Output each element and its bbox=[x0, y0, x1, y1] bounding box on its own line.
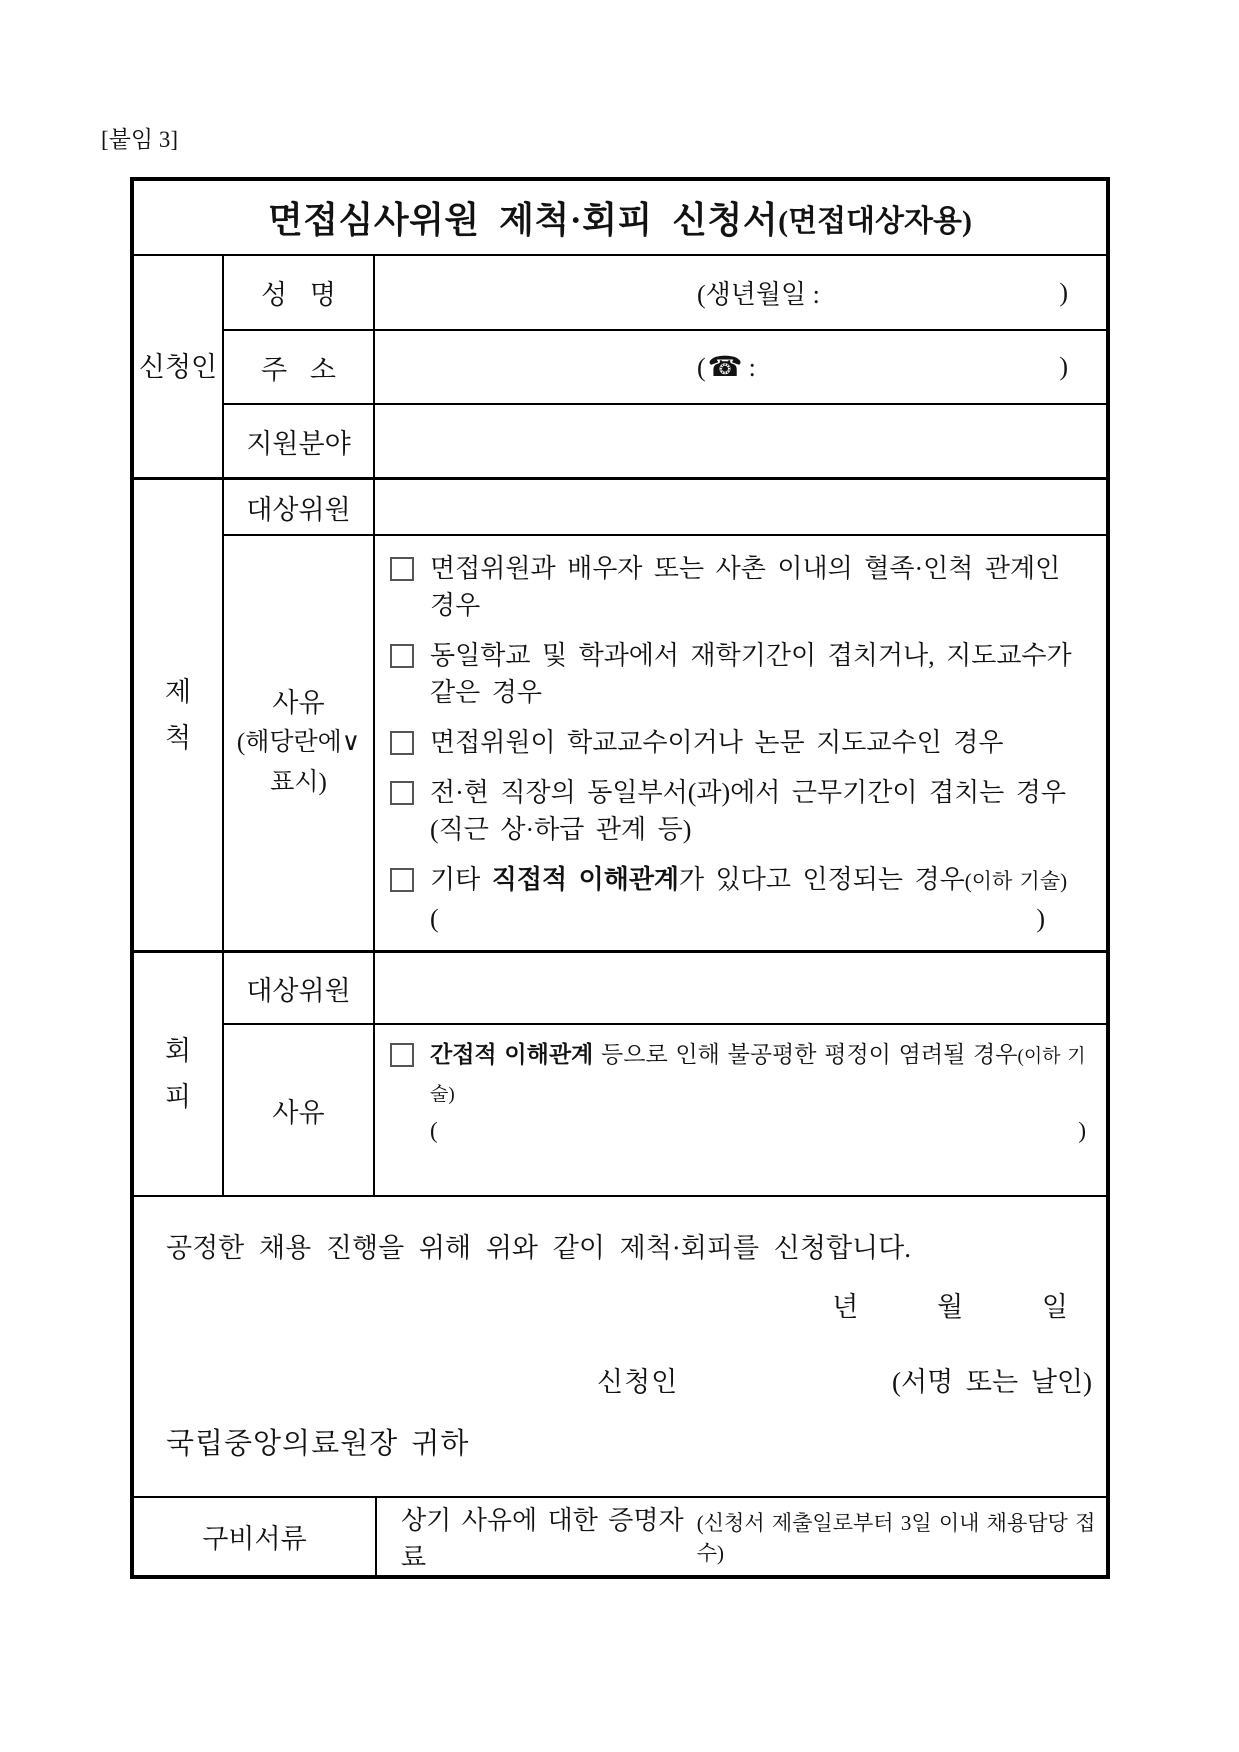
recusal-target-row bbox=[224, 953, 1106, 1025]
recusal-reason-row bbox=[224, 1025, 1106, 1195]
signer-label: 신청인 bbox=[597, 1367, 679, 1397]
blank-paren-close: ) bbox=[1078, 1118, 1086, 1143]
signature-note: (서명 또는 날인) bbox=[892, 1367, 1092, 1397]
name-row bbox=[224, 256, 1106, 331]
date-day-label: 일 bbox=[1041, 1292, 1068, 1322]
form-title-suffix: (면접대상자용) bbox=[778, 204, 972, 238]
checkbox-icon bbox=[390, 781, 414, 805]
date-line bbox=[832, 1285, 1068, 1324]
form-title-row bbox=[134, 181, 1106, 256]
blank-paren-open: ( bbox=[430, 1118, 438, 1143]
attachment-label: [붙임 3] bbox=[101, 127, 179, 152]
blank-paren-open: ( bbox=[430, 904, 439, 933]
checkbox-icon bbox=[390, 1043, 414, 1067]
exclusion-target-cell bbox=[375, 480, 1106, 534]
exclusion-item-5-pre: 기타 bbox=[430, 865, 492, 894]
reason-label-line1: 사유 bbox=[272, 688, 325, 718]
recusal-rows bbox=[224, 953, 1106, 1195]
exclusion-section bbox=[134, 480, 1106, 953]
exclusion-item-5-text bbox=[430, 861, 1088, 937]
exclusion-blank-line bbox=[430, 900, 1045, 937]
checkbox-icon bbox=[390, 868, 414, 892]
recusal-target-cell bbox=[375, 953, 1106, 1023]
checkbox-icon bbox=[390, 557, 414, 581]
exclusion-item-2-line1: 동일학교 및 학과에서 재학기간이 겹치거나, 지도교수가 bbox=[430, 641, 1072, 670]
exclusion-item-1-text: 면접위원과 배우자 또는 사촌 이내의 혈족·인척 관계인 경우 bbox=[430, 554, 1061, 620]
recusal-item-small: (이하 기술) bbox=[430, 1046, 1086, 1105]
exclusion-item-3-text: 면접위원이 학교교수이거나 논문 지도교수인 경우 bbox=[430, 728, 1004, 757]
exclusion-item-3 bbox=[390, 724, 1088, 761]
recusal-item-bold: 간접적 이해관계 bbox=[430, 1042, 594, 1067]
phone-note bbox=[697, 350, 756, 384]
exclusion-item-4 bbox=[390, 774, 1088, 848]
exclusion-item-2 bbox=[390, 637, 1088, 711]
exclusion-item-1 bbox=[390, 550, 1088, 624]
checkbox-icon bbox=[390, 644, 414, 668]
birthdate-note: (생년월일 : bbox=[697, 280, 820, 309]
phone-icon: ☎ bbox=[707, 352, 743, 383]
field-value-cell bbox=[375, 405, 1106, 477]
exclusion-items bbox=[375, 536, 1106, 950]
address-value-cell bbox=[375, 331, 1106, 403]
exclusion-item-2-text bbox=[430, 637, 1088, 711]
recusal-items bbox=[375, 1025, 1106, 1195]
applicant-section bbox=[134, 256, 1106, 480]
exclusion-item-2-line2: 같은 경우 bbox=[430, 678, 542, 707]
exclusion-item-5-post: 가 있다고 인정되는 경우 bbox=[679, 865, 965, 894]
exclusion-reason-label bbox=[224, 536, 375, 950]
recusal-section bbox=[134, 953, 1106, 1197]
address-row bbox=[224, 331, 1106, 405]
address-label: 주 소 bbox=[224, 331, 375, 403]
exclusion-item-4-text bbox=[430, 774, 1088, 848]
checkbox-icon bbox=[390, 731, 414, 755]
reason-label-line2: (해당란에∨ bbox=[236, 729, 361, 756]
exclusion-target-row bbox=[224, 480, 1106, 536]
documents-label: 구비서류 bbox=[134, 1498, 377, 1575]
recusal-item-post: 등으로 인해 불공평한 평정이 염려될 경우 bbox=[593, 1042, 1018, 1067]
exclusion-rows bbox=[224, 480, 1106, 950]
applicant-rows bbox=[224, 256, 1106, 477]
name-label: 성 명 bbox=[224, 256, 375, 329]
exclusion-item-4-line2: (직근 상·하급 관계 등) bbox=[430, 815, 692, 844]
exclusion-group-line1: 제 bbox=[164, 677, 192, 707]
recusal-group-line1: 회 bbox=[164, 1036, 192, 1066]
recipient-line: 국립중앙의료원장 귀하 bbox=[166, 1428, 470, 1460]
exclusion-group-line2: 척 bbox=[164, 723, 192, 753]
exclusion-item-4-line1: 전·현 직장의 동일부서(과)에서 근무기간이 겹치는 경우 bbox=[430, 778, 1067, 807]
phone-note-open: ( bbox=[697, 353, 706, 382]
exclusion-target-label: 대상위원 bbox=[224, 480, 375, 534]
recusal-target-label: 대상위원 bbox=[224, 953, 375, 1023]
signature-section bbox=[134, 1197, 1106, 1498]
documents-text-note: (신청서 제출일로부터 3일 이내 채용담당 접수) bbox=[696, 1510, 1096, 1565]
date-month-label: 월 bbox=[937, 1292, 964, 1322]
name-value-cell bbox=[375, 256, 1106, 329]
recusal-item-1 bbox=[390, 1037, 1088, 1149]
form-table bbox=[130, 177, 1110, 1579]
exclusion-item-5 bbox=[390, 861, 1088, 937]
blank-paren-close: ) bbox=[1036, 904, 1045, 933]
exclusion-group-label bbox=[134, 480, 224, 950]
form-title: 면접심사위원 제척·회피 신청서 bbox=[268, 200, 779, 240]
phone-note-close: ) bbox=[1059, 352, 1068, 381]
recusal-reason-label: 사유 bbox=[224, 1025, 375, 1195]
phone-note-colon: : bbox=[748, 353, 756, 382]
field-row bbox=[224, 405, 1106, 477]
exclusion-item-5-small: (이하 기술) bbox=[964, 869, 1068, 893]
documents-row bbox=[134, 1498, 1106, 1575]
recusal-item-1-text bbox=[430, 1037, 1088, 1149]
documents-value bbox=[377, 1498, 1106, 1575]
documents-text: 상기 사유에 대한 증명자료 bbox=[401, 1505, 684, 1572]
recusal-group-label bbox=[134, 953, 224, 1195]
birthdate-note-close: ) bbox=[1059, 277, 1068, 307]
applicant-group-label: 신청인 bbox=[134, 256, 224, 477]
date-year-label: 년 bbox=[832, 1292, 859, 1322]
exclusion-item-5-bold: 직접적 이해관계 bbox=[491, 865, 680, 894]
field-label: 지원분야 bbox=[224, 405, 375, 477]
recusal-blank-line bbox=[430, 1113, 1086, 1149]
exclusion-reason-row bbox=[224, 536, 1106, 950]
reason-label-line3: 표시) bbox=[270, 769, 327, 796]
statement-text: 공정한 채용 진행을 위해 위와 같이 제척·회피를 신청합니다. bbox=[166, 1233, 911, 1263]
recusal-group-line2: 피 bbox=[164, 1082, 192, 1112]
